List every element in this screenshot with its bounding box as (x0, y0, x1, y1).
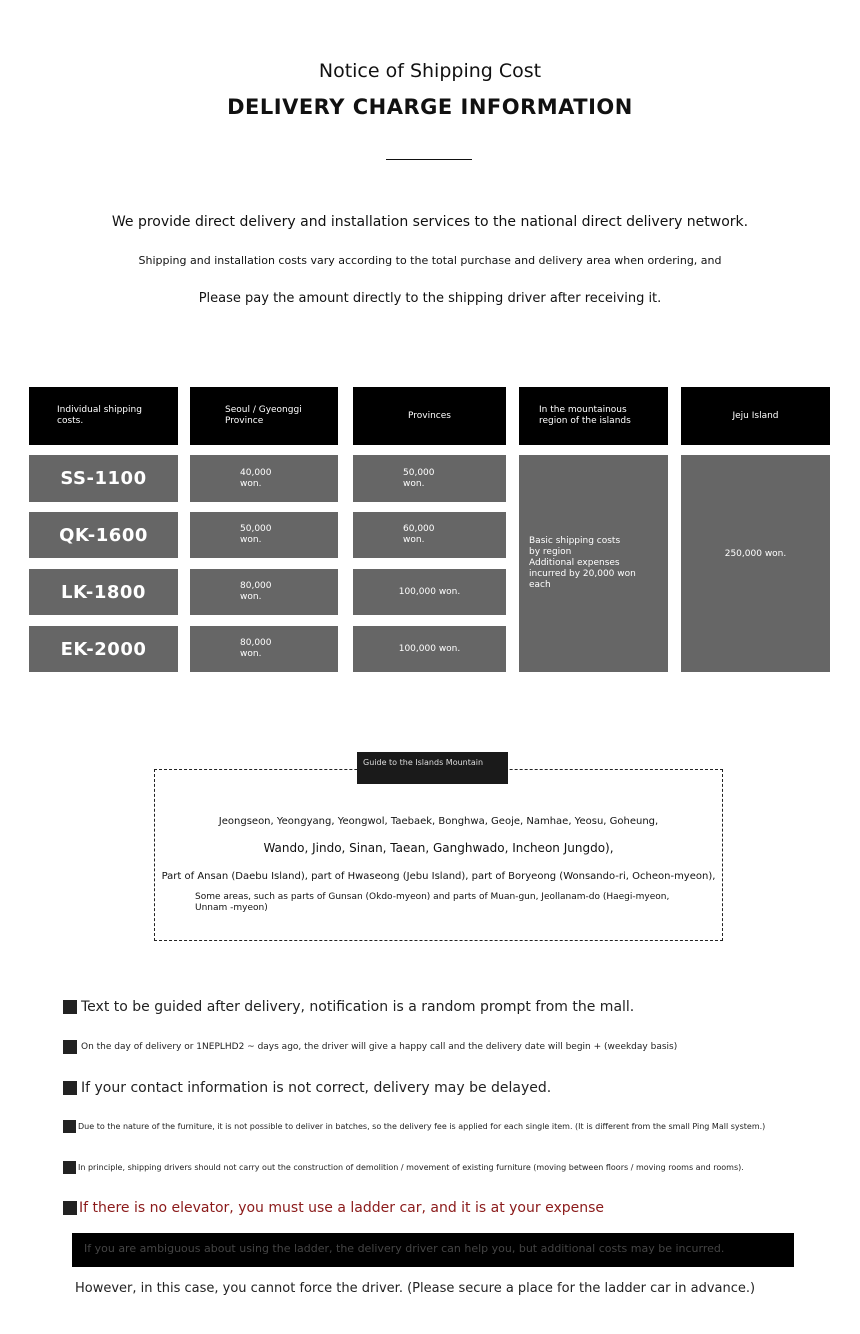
provinces-price-cell (353, 455, 506, 502)
note-text: Text to be guided after delivery, notification is a random prompt from the mall. (81, 999, 635, 1015)
square-bullet-icon (63, 1081, 77, 1095)
final-note: However, in this case, you cannot force the driver. (Please secure a place for the ladder car in advance.) (75, 1281, 756, 1296)
header-provinces-label: Provinces (408, 410, 451, 421)
square-bullet-icon (63, 1161, 76, 1174)
seoul-price: 40,000 won. (240, 467, 272, 489)
note-text: If there is no elevator, you must use a ladder car, and it is at your expense (79, 1200, 605, 1216)
page-title: DELIVERY CHARGE INFORMATION (227, 95, 633, 119)
header-model-label: Individual shipping costs. (57, 405, 142, 426)
seoul-price-cell (190, 455, 338, 502)
islands-guide-box (154, 769, 723, 941)
guide-line-3: Part of Ansan (Daebu Island), part of Hwaseong (Jebu Island), part of Boryeong (Wonsando-ri, Ocheon-myeon), (161, 871, 716, 882)
square-bullet-icon (63, 1000, 77, 1014)
header-provinces (353, 387, 506, 445)
model-cell: LK-1800 (29, 569, 178, 615)
model-cell: SS-1100 (29, 455, 178, 502)
header-seoul (190, 387, 338, 445)
note-text: On the day of delivery or 1NEPLHD2 ~ days ago, the driver will give a happy call and the delivery date will begin + (weekday basis) (81, 1042, 678, 1052)
provinces-price: 50,000 won. (403, 467, 435, 489)
note-item (63, 999, 634, 1015)
provinces-price: 100,000 won. (398, 586, 461, 597)
provinces-price: 60,000 won. (403, 524, 435, 545)
seoul-price: 80,000 won. (240, 581, 272, 602)
title-divider (386, 159, 472, 160)
islands-guide-label: Guide to the Islands Mountain (357, 752, 508, 784)
header-mountain (519, 387, 668, 445)
seoul-price-cell (190, 512, 338, 558)
model-cell: EK-2000 (29, 626, 178, 672)
guide-line-1: Jeongseon, Yeongyang, Yeongwol, Taebaek, Bonghwa, Geoje, Namhae, Yeosu, Goheung, (218, 816, 659, 827)
square-bullet-icon (63, 1120, 76, 1133)
intro-line-3: Please pay the amount directly to the shipping driver after receiving it. (198, 291, 662, 306)
note-text: Due to the nature of the furniture, it is not possible to deliver in batches, so the delivery fee is applied for each single item. (It is different from the small Ping Mall system.) (78, 1122, 766, 1131)
provinces-price-cell (353, 512, 506, 558)
provinces-price-cell (353, 569, 506, 615)
header-jeju-label: Jeju Island (732, 410, 779, 421)
model-cell: QK-1600 (29, 512, 178, 558)
note-item (63, 1161, 744, 1174)
header-seoul-label: Seoul / Gyeonggi Province (225, 405, 302, 426)
note-text: In principle, shipping drivers should not carry out the construction of demolition / movement of existing furniture (moving between floors / moving rooms and rooms). (78, 1163, 744, 1172)
header-jeju (681, 387, 830, 445)
note-text: If your contact information is not correct, delivery may be delayed. (81, 1080, 552, 1096)
guide-line-2: Wando, Jindo, Sinan, Taean, Ganghwado, Incheon Jungdo), (263, 841, 614, 855)
seoul-price: 80,000 won. (240, 638, 272, 659)
note-item-warning (63, 1200, 604, 1216)
intro-line-2: Shipping and installation costs vary according to the total purchase and delivery area when ordering, and (138, 254, 722, 267)
mountain-merged-cell (519, 455, 668, 672)
square-bullet-icon (63, 1201, 77, 1215)
jeju-merged-cell (681, 455, 830, 672)
page-subtitle: Notice of Shipping Cost (318, 60, 542, 82)
header-mountain-label: In the mountainous region of the islands (539, 405, 631, 426)
square-bullet-icon (63, 1040, 77, 1054)
provinces-price: 100,000 won. (398, 643, 461, 654)
note-item (63, 1040, 677, 1054)
seoul-price-cell (190, 569, 338, 615)
intro-line-1: We provide direct delivery and installation services to the national direct delivery network. (111, 214, 749, 230)
jeju-price: 250,000 won. (724, 549, 787, 559)
header-model (29, 387, 178, 445)
mountain-base-text: Basic shipping costs by region (529, 536, 621, 557)
guide-line-4: Some areas, such as parts of Gunsan (Okdo-myeon) and parts of Muan-gun, Jeollanam-do (Haegi-myeon, Unnam -myeon) (195, 892, 670, 913)
note-item (63, 1080, 551, 1096)
seoul-price: 50,000 won. (240, 524, 272, 545)
ladder-notice-bar: If you are ambiguous about using the ladder, the delivery driver can help you, but additional costs may be incurred. (72, 1233, 794, 1267)
mountain-extra-text: Additional expenses incurred by 20,000 won each (529, 558, 636, 590)
seoul-price-cell (190, 626, 338, 672)
provinces-price-cell (353, 626, 506, 672)
note-item (63, 1120, 765, 1133)
